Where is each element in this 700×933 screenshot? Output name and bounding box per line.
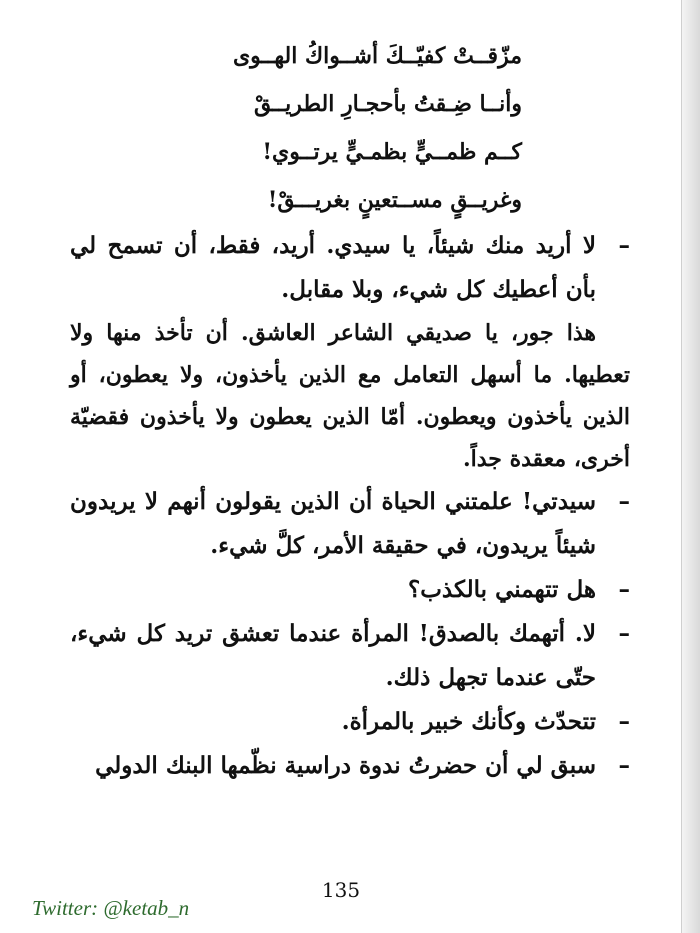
poem-stanza [222,32,522,224]
dialogue-text: لا. أتهمك بالصدق! المرأة عندما تعشق تريد كل شيء، حتّى عندما تجهل ذلك. [70,620,596,691]
dialogue-text: سبق لي أن حضرتُ ندوة دراسية نظّمها البنك الدولي [95,752,596,779]
dialogue-dash: – [618,708,630,735]
twitter-watermark: Twitter: @ketab_n [32,896,190,920]
dialogue-dash: – [618,232,630,259]
dialogue-line [70,612,630,700]
dialogue-dash: – [618,488,630,515]
dialogue-dash: – [618,576,630,603]
dialogue-text: سيدتي! علمتني الحياة أن الذين يقولون أنهم لا يريدون شيئاً يريدون، في حقيقة الأمر، كلَّ شيء. [70,488,596,559]
poem-verse: مزّقــتْ كفيّــكَ أشــواكُ الهــوى [232,43,522,69]
poem-verse: وغريــقٍ مســتعينٍ بغريـــقْ! [267,187,522,213]
dialogue-text: تتحدّث وكأنك خبير بالمرأة. [341,708,596,735]
dialogue-dash: – [618,752,630,779]
dialogue-line [70,744,630,788]
dialogue-line [70,700,630,744]
book-page [70,32,630,788]
poem-verse: وأنــا ضِـقتُ بأحجـارِ الطريــقْ [253,91,522,117]
dialogue-text: هل تتهمني بالكذب؟ [408,576,596,603]
narrative-paragraph: هذا جور، يا صديقي الشاعر العاشق. أن تأخذ منها ولا تعطيها. ما أسهل التعامل مع الذين يأخذون، ولا يعطون، أو الذين يأخذون ويعطون. أمّا الذين يعطون ولا يأخذون فقضيّة أخرى، معقدة جداً. [70,320,630,472]
dialogue-line [70,224,630,312]
page-edge [681,0,700,933]
dialogue-line [70,480,630,568]
dialogue-text: لا أريد منك شيئاً، يا سيدي. أريد، فقط، أن تسمح لي بأن أعطيك كل شيء، وبلا مقابل. [70,232,596,303]
poem-verse: كــم ظمــيٍّ بظمـيٍّ يرتــوي! [262,139,522,165]
dialogue-dash: – [618,620,630,647]
page-number: 135 [321,878,361,902]
dialogue-line [70,568,630,612]
